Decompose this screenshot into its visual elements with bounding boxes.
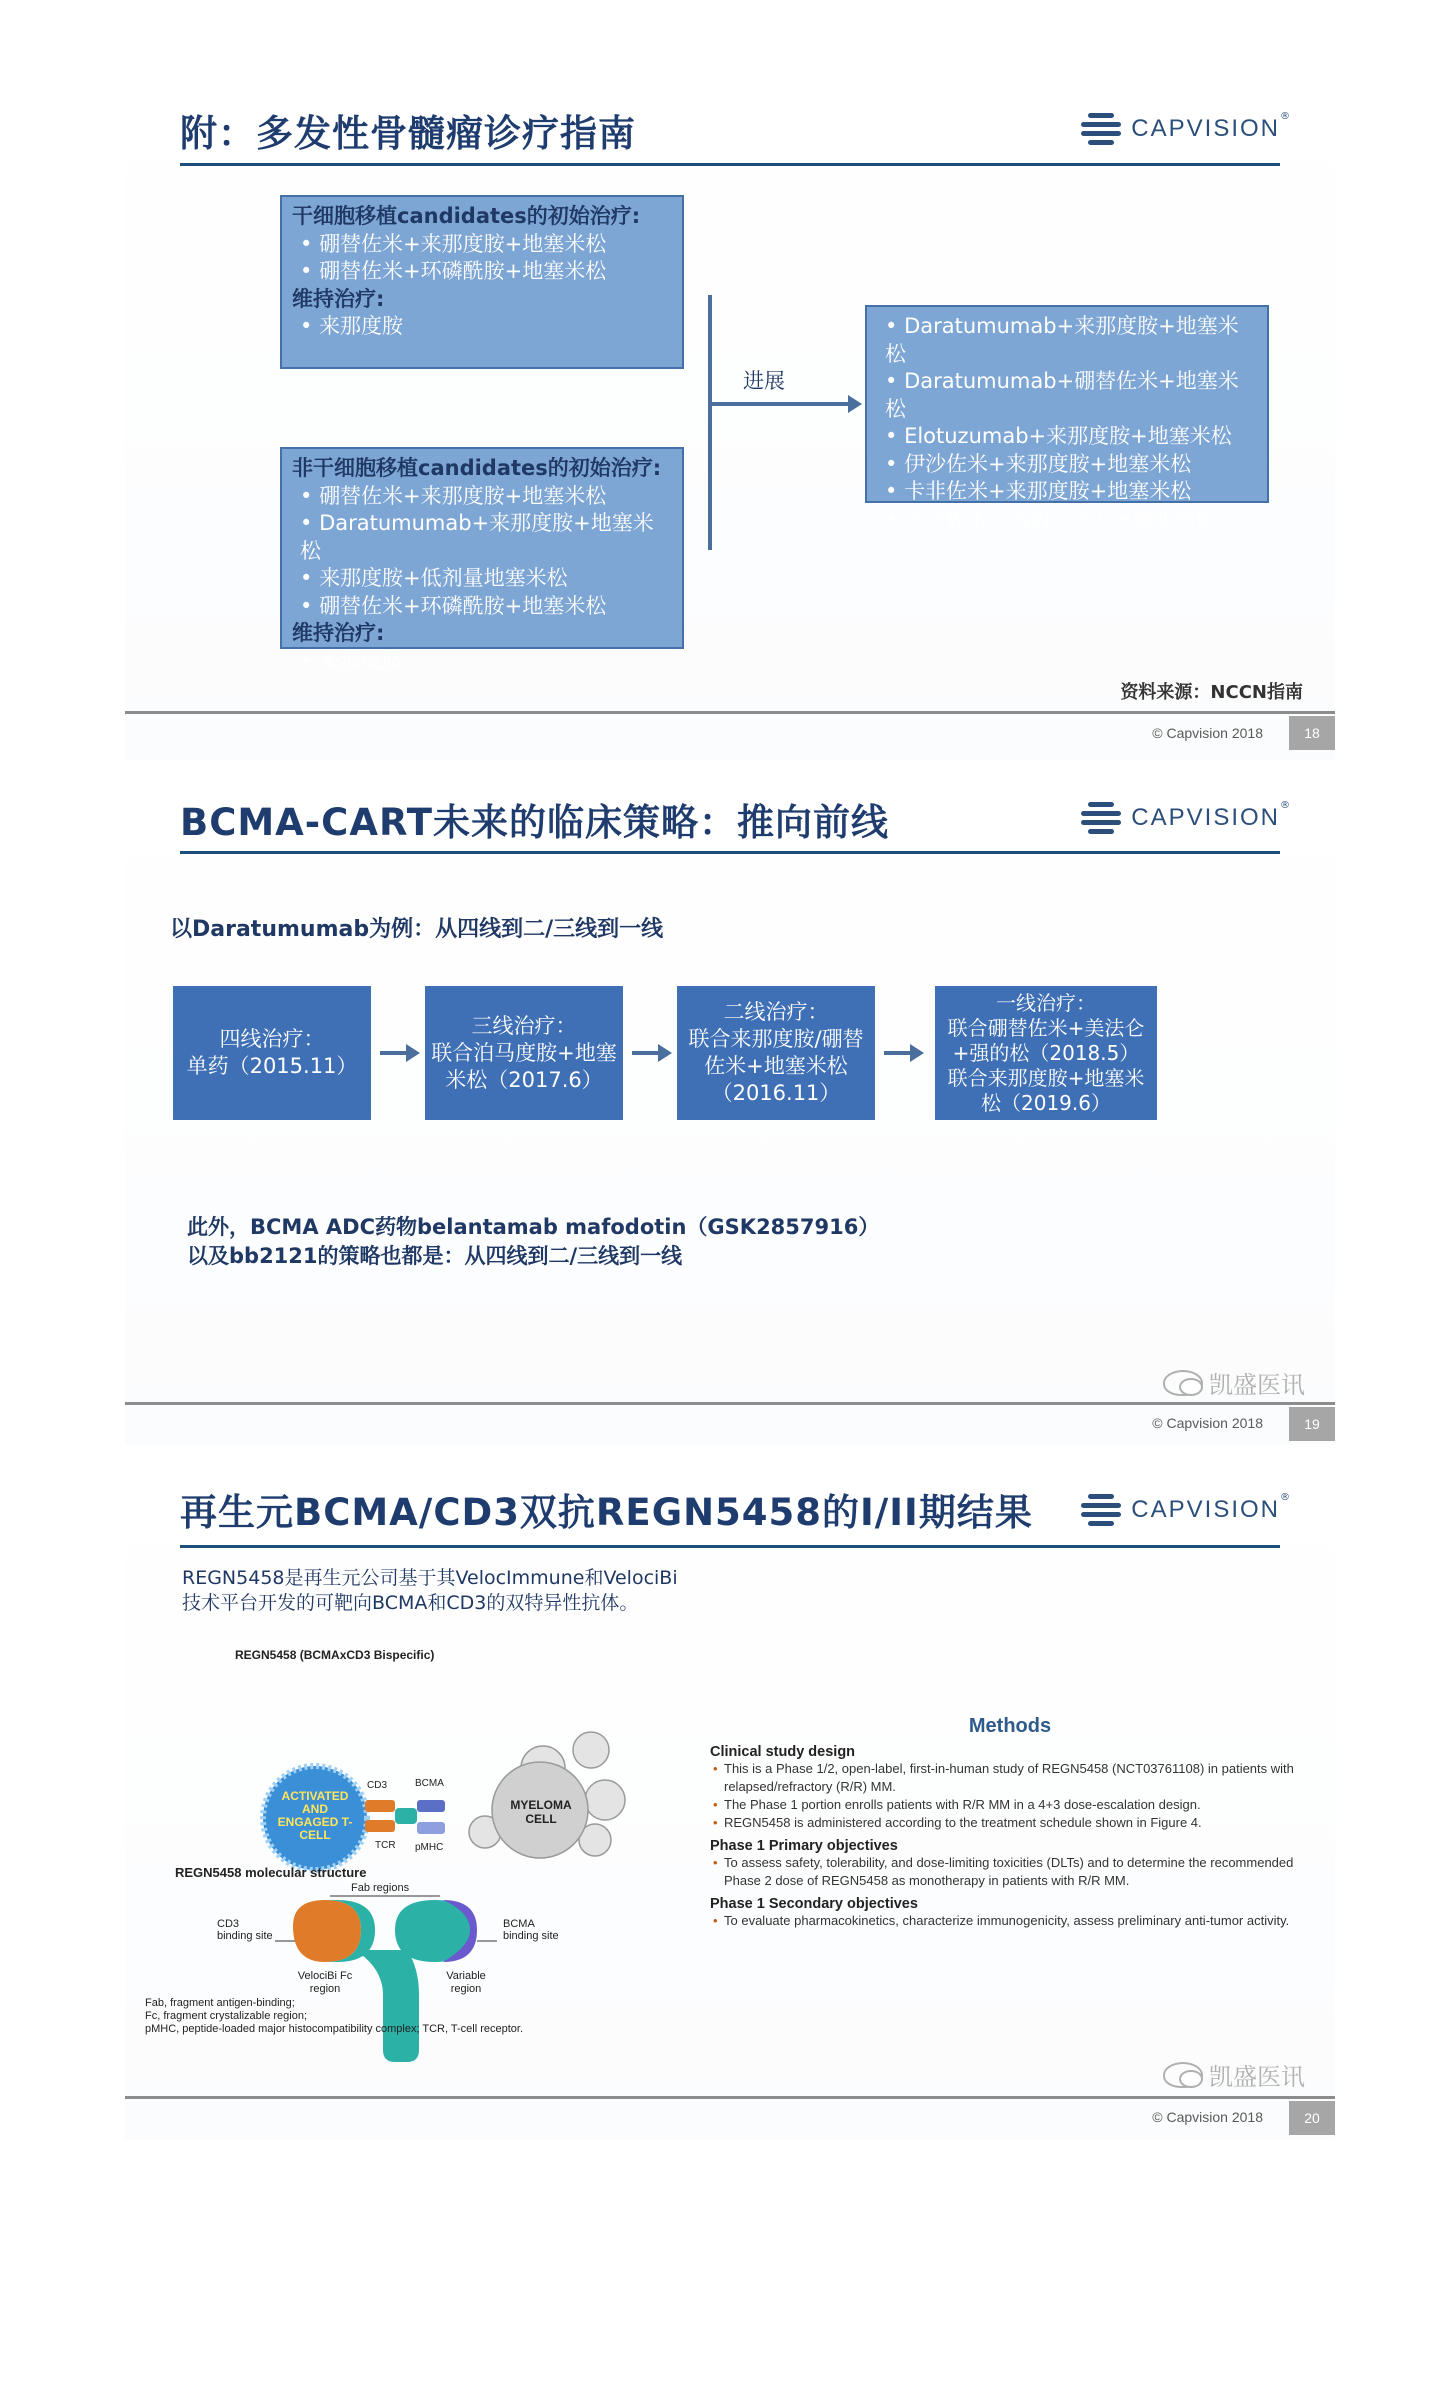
intro-text [182, 1566, 678, 1616]
slide-18 [125, 75, 1335, 760]
watermark-text: 凯盛医讯 [1209, 1371, 1305, 1399]
list-item: • 伊沙佐米+来那度胺+地塞米松 [877, 451, 1257, 479]
capvision-logo [1081, 800, 1290, 836]
capvision-logo-icon [1081, 111, 1121, 147]
capvision-logo-icon [1081, 800, 1121, 836]
intro-line: REGN5458是再生元公司基于其VelocImmune和VelociBi [182, 1567, 678, 1589]
progress-arrow [710, 402, 850, 406]
page-number: 18 [1289, 716, 1335, 750]
list-item: • 卡非佐米（两周一次）+地塞米松 [877, 506, 1257, 534]
t-cell-label: ACTIVATED AND ENGAGED T-CELL [277, 1789, 353, 1842]
slide-20 [125, 1460, 1335, 2140]
flow-step-third-line [425, 986, 623, 1120]
myeloma-cell-shape [469, 1732, 625, 1858]
note-line: 此外，BCMA ADC药物belantamab mafodotin（GSK2857916） [187, 1215, 880, 1239]
flow-arrow [632, 1051, 660, 1055]
methods-section-title: Clinical study design [710, 1744, 856, 1760]
list-item: • 硼替佐米+环磷酰胺+地塞米松 [292, 258, 672, 286]
logo-text: CAPVISION [1131, 804, 1280, 831]
list-item: • Daratumumab+来那度胺+地塞米松 [292, 510, 672, 565]
legend-line: pMHC, peptide-loaded major histocompatibility complex; TCR, T-cell receptor. [145, 2023, 524, 2035]
footer-divider [125, 2096, 1335, 2099]
flow-step-fourth-line [173, 986, 371, 1120]
cd3-label: CD3 [367, 1780, 388, 1791]
list-item: • Daratumumab+来那度胺+地塞米松 [877, 313, 1257, 368]
legend-line: Fc, fragment crystalizable region; [145, 2010, 308, 2022]
flow-step-first-line [935, 986, 1157, 1120]
slide-title: 再生元BCMA/CD3双抗REGN5458的I/II期结果 [180, 1491, 1033, 1534]
capvision-logo [1081, 1492, 1290, 1528]
bracket-line [708, 295, 712, 550]
myeloma-cell-label: MYELOMA CELL [510, 1798, 572, 1826]
tcr-label: TCR [375, 1840, 396, 1851]
methods-bullet: • This is a Phase 1/2, open-label, first-in-human study of REGN5458 (NCT03761108) in patients with relapsed/refractory (R/R) MM. [710, 1760, 1310, 1796]
page-number: 19 [1289, 1407, 1335, 1441]
section-subtitle: 以Daratumumab为例：从四线到二/三线到一线 [170, 917, 664, 942]
methods-section-title: Phase 1 Primary objectives [710, 1838, 898, 1854]
footer-copyright: © Capvision 2018 [1152, 725, 1263, 741]
methods-bullet: • REGN5458 is administered according to the treatment schedule shown in Figure 4. [710, 1814, 1310, 1832]
source-note: 资料来源：NCCN指南 [1120, 682, 1303, 703]
methods-section-title: Phase 1 Secondary objectives [710, 1896, 918, 1912]
flow-step-text: 三线治疗： 联合泊马度胺+地塞米松（2017.6） [431, 1013, 617, 1092]
box-progression-regimens [865, 305, 1269, 531]
methods-bullet: • To evaluate pharmacokinetics, characterize immunogenicity, assess preliminary anti-tumor activity. [710, 1912, 1310, 1930]
title-underline [180, 1545, 1280, 1548]
box-heading: 干细胞移植candidates的初始治疗: [292, 204, 641, 228]
bcma-site-label: BCMA binding site [503, 1918, 559, 1942]
slide-title: BCMA-CART未来的临床策略：推向前线 [180, 801, 890, 844]
flow-arrow [884, 1051, 912, 1055]
methods-bullet: • The Phase 1 portion enrolls patients with R/R MM in a 4+3 dose-escalation design. [710, 1796, 1310, 1814]
footer-copyright: © Capvision 2018 [1152, 1415, 1263, 1431]
box-non-transplant-candidates [280, 447, 684, 673]
list-item: • 硼替佐米+环磷酰胺+地塞米松 [292, 593, 672, 621]
fc-region-label: VelociBi Fc region [297, 1970, 353, 1995]
list-item: • 硼替佐米+来那度胺+地塞米松 [292, 231, 672, 259]
logo-text: CAPVISION [1131, 1496, 1280, 1523]
watermark [1163, 1365, 1305, 1400]
maintenance-heading: 维持治疗: [292, 621, 385, 645]
methods-heading: Methods [968, 1715, 1052, 1737]
flow-arrow [380, 1051, 408, 1055]
bcma-strategy-note [187, 1213, 879, 1271]
logo-registered-mark: ® [1280, 1492, 1290, 1503]
abbreviation-legend [145, 1997, 523, 2036]
regn5458-diagram [125, 1650, 685, 2070]
methods-bullet: • To assess safety, tolerability, and dose-limiting toxicities (DLTs) and to determine the recommended Phase 2 dose of REGN5458 as monotherapy in patients with R/R MM. [710, 1854, 1310, 1890]
logo-registered-mark: ® [1280, 800, 1290, 811]
capvision-logo-icon [1081, 1492, 1121, 1528]
slide-title: 附：多发性骨髓瘤诊疗指南 [180, 112, 636, 155]
slide-19 [125, 770, 1335, 1445]
list-item: • Elotuzumab+来那度胺+地塞米松 [877, 423, 1257, 451]
wechat-icon [1163, 1370, 1203, 1396]
footer-copyright: © Capvision 2018 [1152, 2109, 1263, 2125]
page-number: 20 [1289, 2101, 1335, 2135]
watermark [1163, 2057, 1305, 2092]
pmhc-label: pMHC [415, 1842, 444, 1853]
flow-step-second-line [677, 986, 875, 1120]
progress-label: 进展 [743, 369, 785, 393]
list-item: • 硼替佐米+来那度胺+地塞米松 [292, 483, 672, 511]
footer-divider [125, 1402, 1335, 1405]
title-underline [180, 851, 1280, 854]
capvision-logo [1081, 111, 1290, 147]
note-line: 以及bb2121的策略也都是：从四线到二/三线到一线 [187, 1244, 683, 1268]
methods-panel [710, 1715, 1310, 1930]
variable-region-label: Variable region [446, 1970, 486, 1995]
flow-step-text: 一线治疗： 联合硼替佐米+美法仑+强的松（2018.5） 联合来那度胺+地塞米松（2019.6） [947, 990, 1145, 1115]
fab-label: Fab regions [351, 1882, 410, 1894]
list-item: • 来那度胺+低剂量地塞米松 [292, 565, 672, 593]
title-underline [180, 163, 1280, 166]
footer-divider [125, 711, 1335, 714]
watermark-text: 凯盛医讯 [1209, 2063, 1305, 2091]
box-transplant-candidates [280, 195, 684, 369]
structure-label: REGN5458 molecular structure [175, 1865, 367, 1880]
logo-registered-mark: ® [1280, 111, 1290, 122]
box-heading: 非干细胞移植candidates的初始治疗: [292, 456, 662, 480]
wechat-icon [1163, 2062, 1203, 2088]
list-item: • Daratumumab+硼替佐米+地塞米松 [877, 368, 1257, 423]
legend-line: Fab, fragment antigen-binding; [145, 1997, 295, 2009]
logo-text: CAPVISION [1131, 115, 1280, 142]
flow-step-text: 二线治疗： 联合来那度胺/硼替佐米+地塞米松 （2016.11） [688, 1000, 864, 1105]
bcma-label: BCMA [415, 1778, 444, 1789]
list-item: • 来那度胺 [292, 648, 672, 676]
cd3-site-label: CD3 binding site [217, 1918, 273, 1942]
flow-step-text: 四线治疗： 单药（2015.11） [186, 1027, 358, 1078]
list-item: • 卡非佐米+来那度胺+地塞米松 [877, 478, 1257, 506]
diagram-top-label: REGN5458 (BCMAxCD3 Bispecific) [235, 1648, 435, 1662]
intro-line: 技术平台开发的可靶向BCMA和CD3的双特异性抗体。 [182, 1592, 639, 1614]
list-item: • 来那度胺 [292, 313, 672, 341]
maintenance-heading: 维持治疗: [292, 286, 385, 311]
